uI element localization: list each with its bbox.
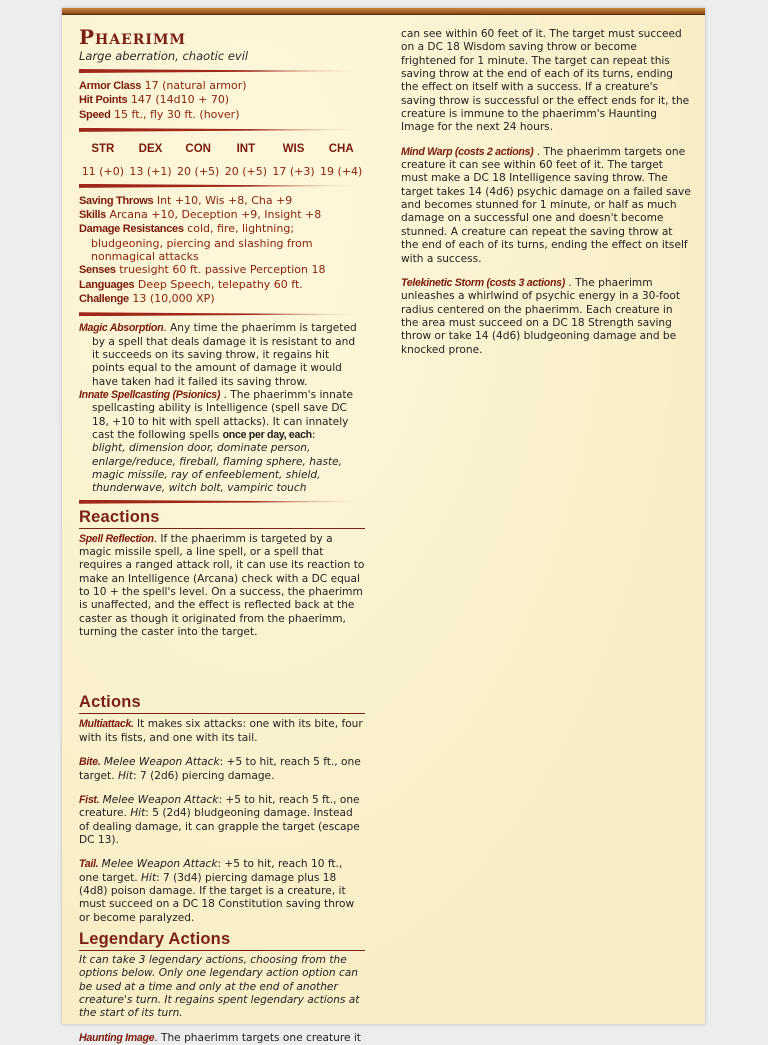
legendary-haunting-image: Haunting Image. The phaerimm targets one creature it: [79, 1031, 361, 1044]
divider: [79, 69, 365, 73]
ability-value: 11 (+0): [81, 164, 124, 178]
top-border: [62, 8, 705, 15]
saving-throws: Saving Throws Int +10, Wis +8, Cha +9: [79, 193, 293, 207]
stat-block-page: [62, 8, 705, 1044]
legendary-telekinetic-storm: Telekinetic Storm (costs 3 actions) . The phaerimm unleashes a whirlwind of psychic energy in a 30-foot radius centered on the phaerimm. Each creature in the area must succeed on a DC 18 Strength saving throw or take 14 (4d6) bludgeoning damage and be knocked prone.: [401, 276, 680, 356]
ability-header: STR: [91, 142, 115, 155]
monster-name: Phaerimm: [79, 25, 186, 49]
trait-magic-absorption: Magic Absorption. Any time the phaerimm is targeted by a spell that deals damage it is resistant to and it succeeds on its saving throw, it regains hit points equal to the amount of damage it would have taken had it failed its saving throw.: [79, 322, 357, 388]
monster-meta: Large aberration, chaotic evil: [79, 49, 249, 63]
right-column: [401, 28, 691, 357]
divider: [79, 184, 365, 188]
action-bite: Bite. Melee Weapon Attack: +5 to hit, reach 5 ft., one target. Hit: 7 (2d6) piercing damage.: [79, 756, 361, 782]
armor-class: Armor Class 17 (natural armor): [79, 79, 247, 92]
divider: [79, 128, 365, 132]
ability-header: INT: [236, 142, 256, 155]
spell-list: blight, dimension door, dominate person, enlarge/reduce, fireball, flaming sphere, haste, magic missile, ray of enfeeblement, shield, thunderwave, witch bolt, vampiric touch: [92, 442, 343, 495]
ability-header: DEX: [138, 142, 163, 155]
languages: Languages Deep Speech, telepathy 60 ft.: [79, 277, 303, 291]
divider: [79, 500, 365, 504]
legendary-heading: Legendary Actions: [79, 929, 365, 951]
ability-value: 20 (+5): [177, 164, 220, 178]
trait-innate-spellcasting: Innate Spellcasting (Psionics) . The phaerimm's innate spellcasting ability is Intelligence (spell save DC 18, +10 to hit with spell attacks). It can innately cast the following spells once per day, each:: [79, 388, 354, 442]
skills: Skills Arcana +10, Deception +9, Insight +8: [79, 208, 322, 222]
challenge: Challenge 13 (10,000 XP): [79, 291, 215, 305]
ability-value: 19 (+4): [320, 164, 363, 178]
legendary-mind-warp: Mind Warp (costs 2 actions) . The phaerimm targets one creature it can see within 60 feet of it. The target must make a DC 18 Intelligence saving throw. The target takes 14 (4d6) psychic damage on a failed save and becomes stunned for 1 minute, or half as much damage on a successful one and doesn't become stunned. A creature can repeat the saving throw at the end of each of its turns, ending the effect on itself with a success.: [401, 145, 691, 265]
hit-points: Hit Points 147 (14d10 + 70): [79, 93, 230, 107]
ability-scores: [79, 142, 365, 178]
ability-header: CON: [185, 142, 211, 155]
speed: Speed 15 ft., fly 30 ft. (hover): [79, 107, 240, 121]
action-tail: Tail. Melee Weapon Attack: +5 to hit, reach 10 ft., one target. Hit: 7 (3d4) piercing damage plus 18 (4d8) poison damage. If the target is a creature, it must succeed on a DC 18 Constitution saving throw or become paralyzed.: [79, 858, 355, 924]
damage-resistances: Damage Resistances cold, fire, lightning; bludgeoning, piercing and slashing from nonmagical attacks: [79, 222, 313, 264]
ability-header: CHA: [328, 142, 354, 155]
reactions-heading: Reactions: [79, 507, 365, 529]
left-column: [79, 26, 365, 1045]
reaction-spell-reflection: Spell Reflection. If the phaerimm is targeted by a magic missile spell, a line spell, or a spell that requires a ranged attack roll, it can use its reaction to make an Intelligence (Arcana) check with a DC equal to 10 + the spell's level. On a success, the phaerimm is unaffected, and the effect is reflected back at the caster as though it originated from the phaerimm, turning the caster into the target.: [79, 532, 365, 639]
ability-value: 13 (+1): [129, 164, 172, 178]
divider: [79, 312, 365, 316]
ability-value: 17 (+3): [272, 164, 315, 178]
ability-header: WIS: [282, 142, 305, 155]
action-fist: Fist. Melee Weapon Attack: +5 to hit, reach 5 ft., one creature. Hit: 5 (2d4) bludgeoning damage. Instead of dealing damage, it can grapple the target (escape DC 13).: [79, 793, 360, 846]
action-multiattack: Multiattack. It makes six attacks: one with its bite, four with its fists, and one with its tail.: [79, 718, 363, 744]
ability-value: 20 (+5): [224, 164, 267, 178]
senses: Senses truesight 60 ft. passive Perception 18: [79, 263, 326, 277]
legendary-haunting-image-cont: can see within 60 feet of it. The target must succeed on a DC 18 Wisdom saving throw or become frightened for 1 minute. The target can repeat this saving throw at the end of each of its turns, ending the effect on itself with a success. If a creature's saving throw is successful or the effect ends for it, the creature is immune to the phaerimm's Haunting Image for the next 24 hours.: [401, 28, 690, 134]
actions-heading: Actions: [79, 692, 365, 714]
legendary-intro: It can take 3 legendary actions, choosing from the options below. Only one legendary action option can be used at a time and only at the end of another creature's turn. It regains spent legendary actions at the start of its turn.: [79, 953, 360, 1020]
